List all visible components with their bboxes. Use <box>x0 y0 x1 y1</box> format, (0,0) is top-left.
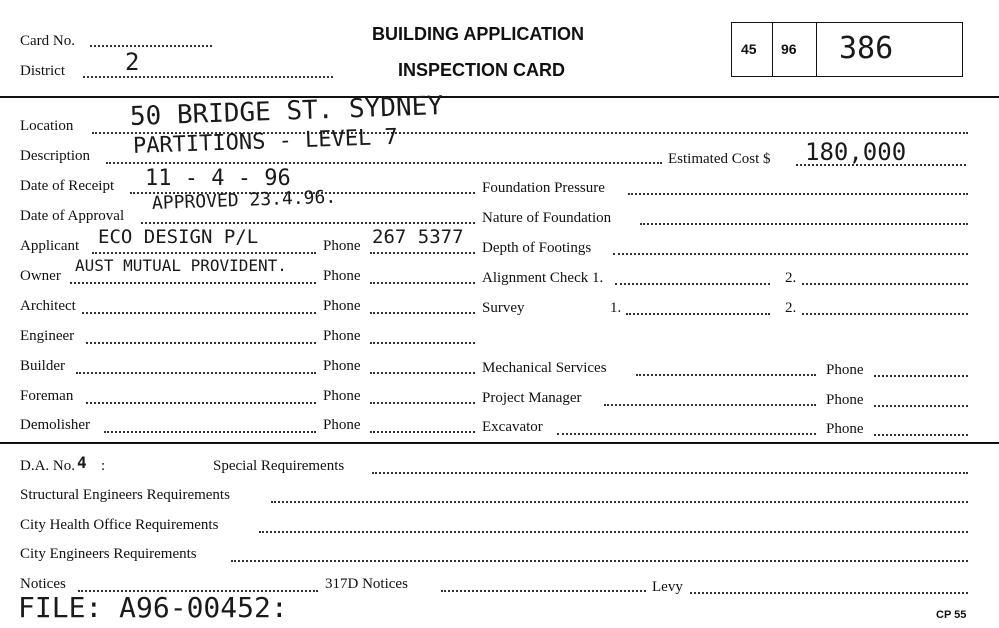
survey-1-dots <box>626 313 770 315</box>
notices-317d-dots <box>441 590 646 592</box>
applicant-phone-value: 267 5377 <box>372 226 464 248</box>
survey-2-label: 2. <box>785 300 797 316</box>
survey-label: Survey <box>482 300 525 316</box>
foreman-phone-label: Phone <box>323 388 361 404</box>
levy-label: Levy <box>652 579 683 595</box>
mechanical-phone-label: Phone <box>826 362 864 378</box>
builder-dots <box>76 372 316 374</box>
location-label: Location <box>20 118 74 134</box>
structural-requirements-label: Structural Engineers Requirements <box>20 487 230 503</box>
survey-1-label: 1. <box>610 300 622 316</box>
card-no-dots <box>90 45 212 47</box>
application-number-box <box>731 22 963 77</box>
title-line-1: BUILDING APPLICATION <box>372 24 584 44</box>
project-manager-dots <box>604 404 816 406</box>
nature-foundation-dots <box>640 223 968 225</box>
owner-label: Owner <box>20 268 61 284</box>
health-requirements-label: City Health Office Requirements <box>20 517 219 533</box>
owner-phone-label: Phone <box>323 268 361 284</box>
estimated-cost-label: Estimated Cost $ <box>668 151 771 167</box>
owner-dots <box>70 282 316 284</box>
applicant-value: ECO DESIGN P/L <box>98 226 259 248</box>
district-label: District <box>20 63 65 79</box>
notices-label: Notices <box>20 576 66 592</box>
foreman-label: Foreman <box>20 388 74 404</box>
engineer-phone-dots <box>370 342 475 344</box>
demolisher-phone-dots <box>370 431 475 433</box>
depth-footings-label: Depth of Footings <box>482 240 592 256</box>
box-cell-code <box>732 23 773 76</box>
date-receipt-value: 11 - 4 - 96 <box>145 166 291 191</box>
city-engineers-label: City Engineers Requirements <box>20 546 197 562</box>
project-manager-label: Project Manager <box>482 390 582 406</box>
owner-value: AUST MUTUAL PROVIDENT. <box>75 256 287 275</box>
box-year: 96 <box>781 41 797 57</box>
engineer-label: Engineer <box>20 328 75 344</box>
box-cell-year <box>773 23 817 76</box>
mechanical-phone-dots <box>874 375 968 377</box>
city-engineers-dots <box>231 560 968 562</box>
applicant-phone-dots <box>370 252 475 254</box>
engineer-dots <box>86 342 316 344</box>
district-dots <box>83 76 333 78</box>
demolisher-dots <box>104 431 316 433</box>
excavator-phone-dots <box>874 434 968 436</box>
levy-dots <box>690 592 968 594</box>
description-dots <box>106 162 662 164</box>
structural-requirements-dots <box>271 501 968 503</box>
builder-phone-dots <box>370 372 475 374</box>
owner-phone-dots <box>370 282 475 284</box>
alignment-2-label: 2. <box>785 270 797 286</box>
architect-dots <box>82 312 316 314</box>
foundation-pressure-dots <box>628 193 968 195</box>
engineer-phone-label: Phone <box>323 328 361 344</box>
survey-2-dots <box>802 313 968 315</box>
district-value: 2 <box>125 48 140 76</box>
mechanical-services-label: Mechanical Services <box>482 360 607 376</box>
date-approval-label: Date of Approval <box>20 208 125 224</box>
da-no-label: D.A. No. <box>20 458 75 474</box>
notices-317d-label: 317D Notices <box>325 576 408 592</box>
estimated-cost-value: 180,000 <box>805 138 907 166</box>
applicant-phone-label: Phone <box>323 238 361 254</box>
nature-foundation-label: Nature of Foundation <box>482 210 612 226</box>
description-value: PARTITIONS - LEVEL 7 <box>132 124 399 159</box>
excavator-dots <box>557 433 816 435</box>
demolisher-label: Demolisher <box>20 417 90 433</box>
box-code: 45 <box>741 41 757 57</box>
project-manager-phone-dots <box>874 405 968 407</box>
foreman-phone-dots <box>370 402 475 404</box>
builder-label: Builder <box>20 358 65 374</box>
form-code: CP 55 <box>936 609 967 621</box>
da-no-value: 4 <box>77 453 87 472</box>
mechanical-services-dots <box>636 374 816 376</box>
title-line-2: INSPECTION CARD <box>398 60 566 80</box>
location-value: 50 BRIDGE ST. SYDNEY <box>129 91 444 132</box>
depth-footings-dots <box>613 253 968 255</box>
date-approval-value: APPROVED 23.4.96. <box>151 186 337 214</box>
da-no-colon: : <box>101 458 106 474</box>
health-requirements-dots <box>259 531 968 533</box>
excavator-label: Excavator <box>482 419 543 435</box>
special-requirements-label: Special Requirements <box>213 458 345 474</box>
file-number: FILE: A96-00452: <box>18 591 288 624</box>
box-number: 386 <box>839 31 894 66</box>
architect-phone-dots <box>370 312 475 314</box>
special-requirements-dots <box>372 472 968 474</box>
divider-top <box>0 96 999 98</box>
excavator-phone-label: Phone <box>826 421 864 437</box>
demolisher-phone-label: Phone <box>323 417 361 433</box>
foreman-dots <box>86 402 316 404</box>
alignment-1-dots <box>615 283 770 285</box>
applicant-dots <box>92 252 316 254</box>
architect-label: Architect <box>20 298 76 314</box>
card-no-label: Card No. <box>20 33 75 49</box>
alignment-2-dots <box>802 283 968 285</box>
divider-bottom <box>0 442 999 444</box>
builder-phone-label: Phone <box>323 358 361 374</box>
foundation-pressure-label: Foundation Pressure <box>482 180 605 196</box>
date-approval-dots <box>141 222 475 224</box>
applicant-label: Applicant <box>20 238 80 254</box>
date-receipt-label: Date of Receipt <box>20 178 115 194</box>
architect-phone-label: Phone <box>323 298 361 314</box>
project-manager-phone-label: Phone <box>826 392 864 408</box>
description-label: Description <box>20 148 90 164</box>
alignment-check-label: Alignment Check 1. <box>482 270 604 286</box>
